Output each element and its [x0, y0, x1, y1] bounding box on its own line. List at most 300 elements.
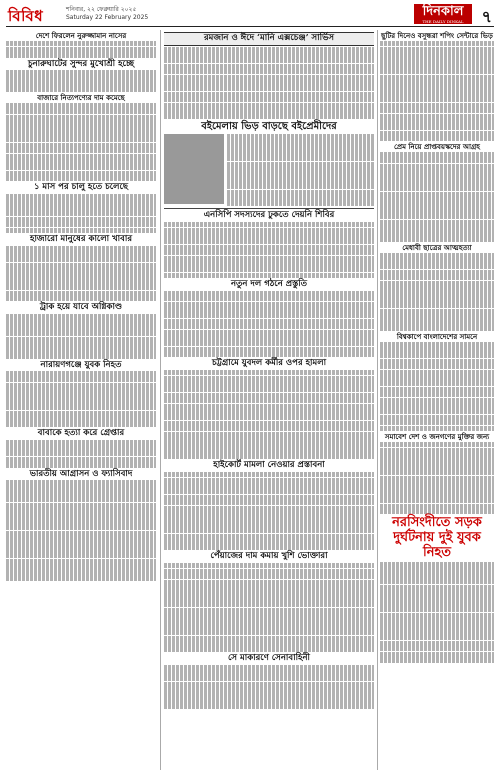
text-line: [6, 217, 156, 222]
text-line: [380, 58, 494, 63]
text-line: [380, 370, 494, 375]
text-line: [6, 41, 156, 46]
text-line: [6, 491, 156, 496]
text-line: [6, 81, 156, 86]
text-line: [164, 517, 374, 522]
text-line: [164, 398, 374, 403]
text-line: [380, 487, 494, 492]
text-line: [164, 261, 374, 266]
text-line: [380, 492, 494, 497]
text-line: [6, 383, 156, 388]
text-line: [164, 296, 374, 301]
text-line: [164, 602, 374, 607]
text-line: [164, 693, 374, 698]
text-line: [164, 704, 374, 709]
text-line: [380, 562, 494, 567]
text-line: [380, 657, 494, 662]
text-line: [6, 440, 156, 445]
newspaper-page: [6, 4, 494, 770]
headline: বাবাকে হত্যা করে গ্রেপ্তার: [37, 428, 125, 439]
text-line: [227, 162, 374, 167]
text-line: [6, 525, 156, 530]
text-line: [380, 303, 494, 308]
headline: ছুটির দিনেও বসুন্ধরা শপিং সেন্টারে ভিড়: [381, 31, 493, 40]
text-line: [380, 75, 494, 80]
text-line: [164, 250, 374, 255]
text-line: [164, 641, 374, 646]
text-line: [380, 641, 494, 646]
text-line: [380, 387, 494, 392]
text-line: [380, 164, 494, 169]
text-line: [6, 411, 156, 416]
text-line: [164, 591, 374, 596]
text-line: [164, 273, 374, 278]
text-line: [164, 608, 374, 613]
text-line: [380, 320, 494, 325]
text-line: [380, 225, 494, 230]
text-line: [380, 403, 494, 408]
text-line: [164, 347, 374, 352]
text-line: [380, 192, 494, 197]
text-line: [380, 186, 494, 191]
date-line: [66, 6, 148, 22]
text-line: [380, 180, 494, 185]
text-line: [164, 307, 374, 312]
text-line: [164, 319, 374, 324]
text-line: [6, 348, 156, 353]
headline: নারায়ণগঞ্জে যুবক নিহত: [40, 359, 122, 370]
text-line: [164, 437, 374, 442]
text-line: [380, 596, 494, 601]
text-line: [380, 498, 494, 503]
text-line: [164, 393, 374, 398]
text-line: [380, 86, 494, 91]
text-line: [164, 522, 374, 527]
headline: বাজারে নিত্যপণ্যের দাম কমেছে: [37, 93, 125, 103]
text-line: [6, 205, 156, 210]
text-line: [164, 500, 374, 505]
text-line: [6, 47, 156, 52]
text-line: [380, 47, 494, 52]
text-line: [6, 274, 156, 279]
text-line: [164, 647, 374, 652]
text-line: [380, 125, 494, 130]
text-line: [164, 256, 374, 261]
text-line: [6, 228, 156, 233]
text-line: [164, 682, 374, 687]
text-line: [6, 76, 156, 81]
text-line: [380, 585, 494, 590]
text-line: [164, 630, 374, 635]
masthead: [6, 4, 494, 27]
text-line: [380, 476, 494, 481]
text-line: [164, 52, 374, 57]
text-line: [164, 613, 374, 618]
column-divider: [377, 30, 378, 770]
text-line: [6, 171, 156, 176]
headline: ট্রাক হয়ে যাবে অগ্নিকাণ্ড: [39, 302, 123, 313]
text-line: [164, 426, 374, 431]
text-line: [6, 222, 156, 227]
text-line: [380, 175, 494, 180]
headline-banner: রমজান ও ঈদে ‘মানি এক্সচেঞ্জ’ সার্ভিস: [164, 32, 374, 46]
text-line: [164, 291, 374, 296]
headline: হাজারো মানুষের কালো খাবার: [29, 234, 132, 245]
text-line: [164, 432, 374, 437]
text-line: [380, 381, 494, 386]
headline: এনসিপি সদস্যদের ঢুকতে দেয়নি শিবির: [203, 210, 335, 221]
text-line: [380, 69, 494, 74]
text-line: [227, 190, 374, 195]
text-line: [164, 454, 374, 459]
text-line: [6, 154, 156, 159]
text-line: [6, 251, 156, 256]
text-line: [6, 451, 156, 456]
headline: সে মাকারণে সেনাবাহিনী: [227, 653, 310, 664]
headline: চট্টগ্রামে যুবদল কর্মীর ওপর হামলা: [211, 358, 327, 369]
text-line: [6, 279, 156, 284]
text-line: [164, 495, 374, 500]
text-line: [380, 270, 494, 275]
text-line: [380, 618, 494, 623]
text-line: [6, 542, 156, 547]
text-line: [6, 285, 156, 290]
logo-subtitle: THE DAILY DINKAL: [422, 19, 464, 24]
newspaper-logo: [414, 4, 472, 24]
text-line: [6, 291, 156, 296]
text-line: [164, 404, 374, 409]
text-line: [164, 511, 374, 516]
column-center: [164, 30, 374, 710]
text-line: [380, 409, 494, 414]
text-line: [227, 173, 374, 178]
text-line: [164, 665, 374, 670]
text-line: [6, 388, 156, 393]
text-line: [6, 416, 156, 421]
text-line: [164, 58, 374, 63]
text-line: [380, 470, 494, 475]
text-line: [6, 103, 156, 108]
text-line: [164, 69, 374, 74]
logo-text: দিনকাল: [422, 4, 464, 19]
text-line: [380, 231, 494, 236]
text-line: [164, 624, 374, 629]
headline: মেধাবী ছাত্রের আত্মহত্যা: [402, 242, 472, 252]
text-line: [6, 137, 156, 142]
text-line: [380, 646, 494, 651]
text-line: [380, 275, 494, 280]
text-line: [164, 539, 374, 544]
text-line: [380, 590, 494, 595]
text-line: [164, 75, 374, 80]
text-line: [6, 457, 156, 462]
text-line: [164, 483, 374, 488]
text-line: [6, 497, 156, 502]
text-line: [6, 120, 156, 125]
text-line: [380, 52, 494, 57]
text-line: [6, 342, 156, 347]
section-title: বিবিধ: [8, 7, 44, 25]
text-line: [380, 253, 494, 258]
text-line: [164, 335, 374, 340]
text-line: [380, 169, 494, 174]
text-line: [164, 506, 374, 511]
text-line: [380, 568, 494, 573]
text-line: [6, 405, 156, 410]
text-line: [164, 381, 374, 386]
text-line: [6, 480, 156, 485]
text-line: [380, 220, 494, 225]
text-line: [6, 176, 156, 181]
text-line: [6, 553, 156, 558]
text-line: [227, 184, 374, 189]
text-line: [164, 376, 374, 381]
headline: চুনারুঘাটের সুন্দর মুখোশ্রী হচ্ছে: [27, 58, 135, 69]
text-line: [380, 359, 494, 364]
text-line: [164, 636, 374, 641]
column-left: [6, 30, 156, 581]
text-line: [380, 364, 494, 369]
text-line: [6, 143, 156, 148]
text-line: [380, 652, 494, 657]
text-line: [164, 534, 374, 539]
text-line: [6, 531, 156, 536]
text-line: [164, 370, 374, 375]
text-line: [380, 258, 494, 263]
text-line: [380, 41, 494, 46]
text-line: [164, 341, 374, 346]
text-line: [164, 97, 374, 102]
text-line: [227, 134, 374, 139]
news-photo: [164, 134, 224, 204]
text-line: [164, 409, 374, 414]
text-line: [6, 320, 156, 325]
text-line: [6, 115, 156, 120]
text-line: [164, 569, 374, 574]
text-line: [6, 263, 156, 268]
text-line: [380, 136, 494, 141]
text-line: [164, 86, 374, 91]
text-line: [380, 459, 494, 464]
text-line: [6, 519, 156, 524]
text-line: [164, 563, 374, 568]
text-line: [380, 63, 494, 68]
text-line: [164, 574, 374, 579]
headline: পেঁয়াজের দাম কমায় খুশি ভোক্তারা: [210, 551, 328, 562]
text-line: [6, 211, 156, 216]
text-line: [380, 347, 494, 352]
headline: দেশে ফিরলেন নুরুজ্জামান নাসের: [35, 31, 127, 40]
text-line: [380, 464, 494, 469]
text-line: [164, 443, 374, 448]
headline: সমাবেশ দেশ ও জনগণের মুক্তির জন্য: [384, 432, 490, 441]
text-line: [164, 545, 374, 550]
text-line: [6, 422, 156, 427]
text-line: [380, 103, 494, 108]
text-line: [6, 570, 156, 575]
text-line: [6, 394, 156, 399]
text-line: [380, 158, 494, 163]
text-line: [380, 203, 494, 208]
headline: বইমেলায় ভিড় বাড়ছে বইপ্রেমীদের: [201, 121, 337, 133]
text-line: [380, 607, 494, 612]
text-line: [380, 629, 494, 634]
text-line: [164, 676, 374, 681]
headline: ১ মাস পর চালু হতে চলেছে: [33, 182, 129, 193]
text-line: [164, 228, 374, 233]
text-line: [164, 245, 374, 250]
text-line: [380, 80, 494, 85]
column-right: [380, 30, 494, 663]
text-line: [164, 489, 374, 494]
text-line: [6, 547, 156, 552]
text-line: [6, 131, 156, 136]
text-line: [380, 292, 494, 297]
text-line: [164, 580, 374, 585]
text-line: [380, 281, 494, 286]
text-line: [6, 514, 156, 519]
date-english: Saturday 22 February 2025: [66, 14, 149, 21]
text-line: [164, 108, 374, 113]
text-line: [6, 399, 156, 404]
text-line: [380, 297, 494, 302]
text-line: [6, 503, 156, 508]
text-line: [6, 87, 156, 92]
text-line: [164, 352, 374, 357]
text-line: [164, 472, 374, 477]
text-line: [6, 337, 156, 342]
text-line: [380, 114, 494, 119]
text-line: [380, 392, 494, 397]
text-line: [380, 314, 494, 319]
text-line: [164, 302, 374, 307]
text-line: [164, 233, 374, 238]
text-line: [380, 573, 494, 578]
text-line: [380, 264, 494, 269]
headline: প্রেম নিয়ে প্রাপ্তবয়স্কদের আগ্রহ: [394, 142, 480, 152]
text-line: [380, 152, 494, 157]
text-line: [164, 698, 374, 703]
text-line: [380, 453, 494, 458]
text-line: [380, 375, 494, 380]
text-line: [380, 236, 494, 241]
text-line: [380, 197, 494, 202]
text-line: [6, 462, 156, 467]
text-line: [6, 200, 156, 205]
text-line: [227, 201, 374, 206]
text-line: [164, 421, 374, 426]
text-line: [164, 313, 374, 318]
text-line: [6, 559, 156, 564]
text-line: [6, 371, 156, 376]
text-line: [6, 246, 156, 251]
text-line: [380, 613, 494, 618]
text-line: [380, 208, 494, 213]
text-line: [164, 448, 374, 453]
text-line: [6, 257, 156, 262]
text-line: [380, 398, 494, 403]
text-line: [6, 445, 156, 450]
text-line: [164, 239, 374, 244]
text-line: [164, 387, 374, 392]
headline: বিশ্বকাপে বাংলাদেশের সামনে: [396, 331, 478, 341]
text-line: [164, 103, 374, 108]
text-line: [380, 448, 494, 453]
text-line: [380, 342, 494, 347]
text-line: [164, 478, 374, 483]
text-line: [380, 635, 494, 640]
text-line: [380, 97, 494, 102]
text-line: [6, 353, 156, 358]
text-line: [380, 579, 494, 584]
text-line: [164, 670, 374, 675]
date-bengali: শনিবার, ২২ ফেব্রুয়ারি ২০২৫: [66, 6, 137, 13]
text-line: [6, 508, 156, 513]
lead-headline: নরসিংদীতে সড়ক দুর্ঘটনায় দুই যুবক নিহত: [392, 515, 482, 561]
text-line: [6, 148, 156, 153]
text-line: [164, 415, 374, 420]
text-line: [164, 92, 374, 97]
text-line: [380, 91, 494, 96]
text-line: [380, 415, 494, 420]
text-line: [227, 178, 374, 183]
text-line: [380, 442, 494, 447]
text-line: [6, 331, 156, 336]
text-line: [380, 309, 494, 314]
text-line: [164, 619, 374, 624]
text-line: [380, 119, 494, 124]
text-line: [164, 222, 374, 227]
text-line: [164, 330, 374, 335]
text-line: [380, 353, 494, 358]
text-line: [6, 109, 156, 114]
text-line: [380, 420, 494, 425]
text-line: [380, 504, 494, 509]
text-line: [6, 314, 156, 319]
text-line: [164, 585, 374, 590]
text-line: [164, 80, 374, 85]
text-line: [164, 64, 374, 69]
text-line: [380, 214, 494, 219]
text-line: [227, 156, 374, 161]
text-line: [6, 194, 156, 199]
text-line: [6, 52, 156, 57]
text-line: [6, 575, 156, 580]
text-line: [227, 195, 374, 200]
text-line: [164, 114, 374, 119]
text-line: [227, 167, 374, 172]
text-line: [164, 528, 374, 533]
text-line: [164, 267, 374, 272]
text-line: [227, 145, 374, 150]
text-line: [227, 139, 374, 144]
text-line: [380, 286, 494, 291]
text-line: [380, 426, 494, 431]
text-line: [6, 70, 156, 75]
column-divider: [160, 30, 161, 770]
text-line: [6, 126, 156, 131]
text-line: [6, 165, 156, 170]
text-line: [380, 108, 494, 113]
text-line: [6, 159, 156, 164]
text-line: [6, 377, 156, 382]
headline: ভারতীয় আগ্রাসন ও ফ্যাসিবাদ: [29, 468, 133, 479]
text-line: [164, 324, 374, 329]
text-line: [6, 325, 156, 330]
text-line: [6, 486, 156, 491]
page-number: ৭: [481, 7, 492, 26]
text-line: [6, 268, 156, 273]
